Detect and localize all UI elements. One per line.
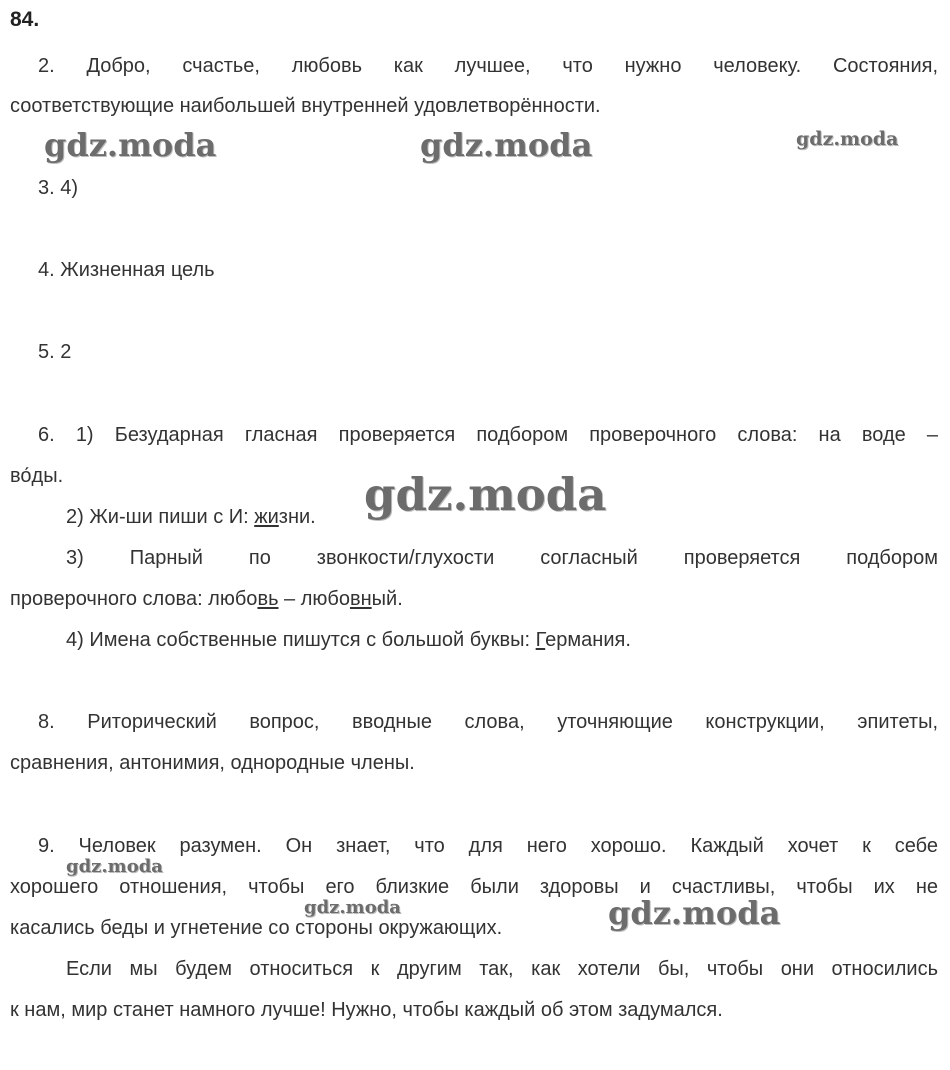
answer-6-point-3-mid: – любо xyxy=(278,588,350,610)
answer-6-point-4-end: ермания. xyxy=(545,629,631,651)
answer-6-point-2-end: зни. xyxy=(278,506,316,528)
answer-6-point-3-line-1: 3) Парный по звонкости/глухости согласный проверяется подбором xyxy=(66,547,938,569)
answer-6-point-3-end: ый. xyxy=(371,588,403,610)
answer-9-paragraph-2-line-1: Если мы будем относиться к другим так, как хотели бы, чтобы они относились xyxy=(66,958,938,980)
underlined-letters: вн xyxy=(349,588,372,610)
answer-6-line-1: 6. 1) Безударная гласная проверяется подбором проверочного слова: на воде – xyxy=(38,424,938,446)
answer-5: 5. 2 xyxy=(38,341,72,363)
answer-6-point-4 xyxy=(66,628,938,652)
watermark: gdz.moda xyxy=(44,126,217,164)
watermark: gdz.moda xyxy=(364,468,607,521)
answer-9-paragraph-2-line-2: к нам, мир станет намного лучше! Нужно, чтобы каждый об этом задумался. xyxy=(10,999,723,1021)
answer-9-line-3: касались беды и угнетение со стороны окружающих. xyxy=(10,917,503,939)
watermark: gdz.moda xyxy=(420,126,593,164)
answer-6-point-4-text: 4) Имена собственные пишутся с большой буквы: xyxy=(66,629,536,651)
underlined-letters: Г xyxy=(535,629,546,651)
answer-6-point-2-text: 2) Жи-ши пиши с И: xyxy=(66,506,255,528)
answer-6-point-3-text: проверочного слова: любо xyxy=(10,588,258,610)
answer-8-line-2: сравнения, антонимия, однородные члены. xyxy=(10,752,415,774)
answer-6-point-3-line-2 xyxy=(10,587,938,611)
answer-2-line-1: 2. Добро, счастье, любовь как лучшее, что нужно человеку. Состояния, xyxy=(38,55,938,77)
watermark: gdz.moda xyxy=(796,128,899,150)
watermark: gdz.moda xyxy=(66,856,163,877)
answer-4: 4. Жизненная цель xyxy=(38,259,215,281)
watermark: gdz.moda xyxy=(608,894,781,932)
underlined-letters: вь xyxy=(257,588,279,610)
answer-9-line-1: 9. Человек разумен. Он знает, что для него хорошо. Каждый хочет к себе xyxy=(38,835,938,857)
answer-3: 3. 4) xyxy=(38,177,79,199)
answer-6-line-2: во́ды. xyxy=(10,465,64,487)
answer-8-line-1: 8. Риторический вопрос, вводные слова, уточняющие конструкции, эпитеты, xyxy=(38,711,938,733)
answer-9-line-2: хорошего отношения, чтобы его близкие были здоровы и счастливы, чтобы их не xyxy=(10,876,938,898)
watermark: gdz.moda xyxy=(304,897,401,918)
underlined-letters: жи xyxy=(254,506,279,528)
exercise-number: 84. xyxy=(10,8,40,31)
answer-2-line-2: соответствующие наибольшей внутренней удовлетворённости. xyxy=(10,95,601,117)
